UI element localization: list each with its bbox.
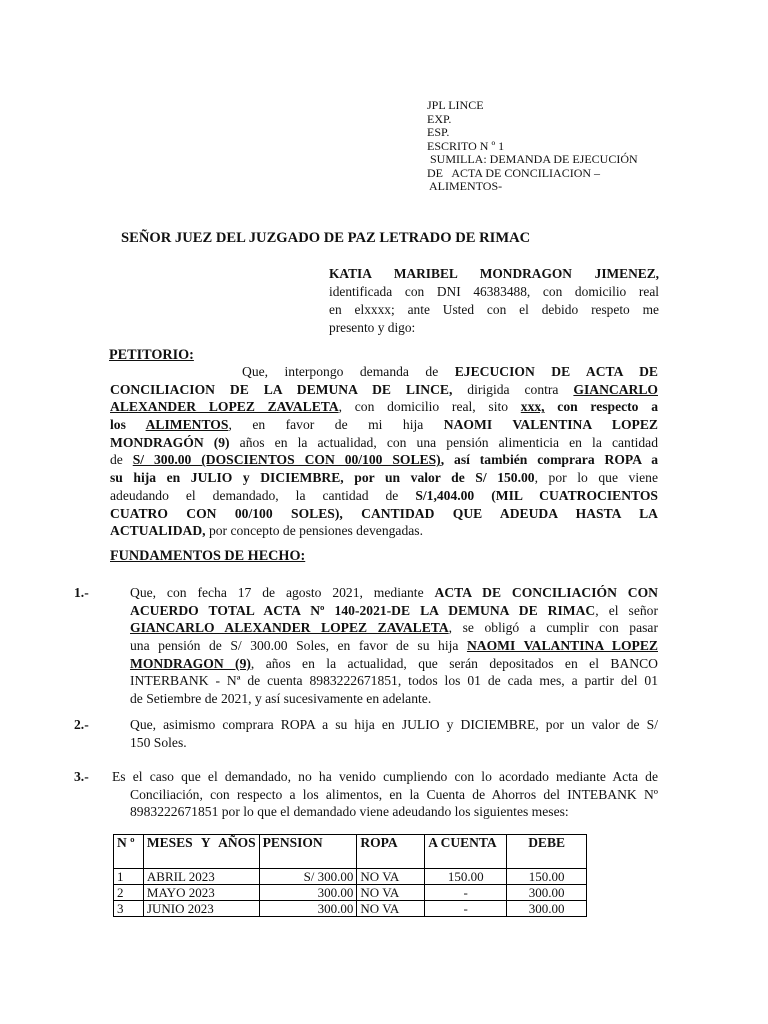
text-line: MONDRAGON (9), años en la actualidad, que serán depositados en el BANCO (130, 655, 658, 671)
exp-line: EXP. (427, 111, 452, 126)
cell-mes: ABRIL 2023 (143, 869, 259, 885)
text-line: 150 Soles. (130, 734, 187, 750)
item-number: 3.- (74, 769, 89, 784)
text-line: adeudando el demandado, la cantidad de S/1,404.00 (MIL CUATROCIENTOS (110, 487, 658, 503)
cell-pension: 300.00 (259, 885, 357, 901)
cell-debe: 300.00 (507, 901, 587, 917)
party-line: identificada con DNI 46383488, con domicilio real (329, 284, 659, 299)
cell-ropa: NO VA (357, 869, 425, 885)
party-name: KATIA MARIBEL MONDRAGON JIMENEZ, (329, 266, 659, 281)
text-line: ACTUALIDAD, por concepto de pensiones devengadas. (110, 523, 423, 539)
text-line: GIANCARLO ALEXANDER LOPEZ ZAVALETA, se obligó a cumplir con pasar (130, 620, 658, 636)
table-row (114, 885, 587, 901)
text-line: de S/ 300.00 (DOSCIENTOS CON 00/100 SOLES), así también comprara ROPA a (110, 452, 658, 468)
text-line: INTERBANK - Nª de cuenta 8983222671851, todos los 01 de cada mes, a partir del 01 (130, 673, 658, 689)
cell-debe: 150.00 (507, 869, 587, 885)
text-line: CUATRO CON 00/100 SOLES), CANTIDAD QUE ADEUDA HASTA LA (110, 505, 658, 521)
fundamento-1 (130, 584, 658, 708)
cell-n: 3 (114, 901, 144, 917)
party-intro (329, 265, 659, 337)
cell-n: 1 (114, 869, 144, 885)
table-row (114, 901, 587, 917)
cell-ropa: NO VA (357, 885, 425, 901)
column-header-pension: PENSION (259, 835, 357, 869)
case-header (427, 99, 638, 194)
text-line: Que, interpongo demanda de EJECUCION DE ACTA DE (242, 364, 658, 379)
cell-cuenta: 150.00 (425, 869, 507, 885)
sumilla-line-3: ALIMENTOS- (429, 179, 503, 193)
cell-pension: S/ 300.00 (259, 869, 357, 885)
column-header-debe: DEBE (507, 835, 587, 869)
text-line: CONCILIACION DE LA DEMUNA DE LINCE, dirigida contra GIANCARLO (110, 381, 658, 397)
column-header-n: N º (114, 835, 144, 869)
fundamento-3 (112, 768, 658, 821)
text-line: de Setiembre de 2021, y así sucesivamente en adelante. (130, 691, 432, 707)
cell-cuenta: - (425, 901, 507, 917)
cell-cuenta: - (425, 885, 507, 901)
item-number: 1.- (74, 585, 89, 600)
text-line: Conciliación, con respecto a los alimentos, en la Cuenta de Ahorros del INTEBANK Nº (130, 786, 658, 802)
cell-mes: MAYO 2023 (143, 885, 259, 901)
table-row (114, 869, 587, 885)
text-line: 8983222671851 por lo que el demandado viene adeudando los siguientes meses: (130, 804, 569, 820)
column-header-ropa: ROPA (357, 835, 425, 869)
cell-mes: JUNIO 2023 (143, 901, 259, 917)
court-line: JPL LINCE (427, 98, 484, 112)
text-line: ACUERDO TOTAL ACTA Nº 140-2021-DE LA DEMUNA DE RIMAC, el señor (130, 602, 658, 618)
text-line: Que, con fecha 17 de agosto 2021, mediante ACTA DE CONCILIACIÓN CON (130, 585, 658, 600)
petitorio-heading: PETITORIO: (109, 347, 194, 363)
text-line: los ALIMENTOS, en favor de mi hija NAOMI VALENTINA LOPEZ (110, 417, 658, 433)
item-number: 2.- (74, 717, 89, 732)
column-header-meses: MESES Y AÑOS (143, 835, 259, 869)
escrito-line: ESCRITO N º 1 (427, 138, 505, 153)
sumilla-line-1: SUMILLA: DEMANDA DE EJECUCIÓN (427, 152, 638, 166)
text-line: ALEXANDER LOPEZ ZAVALETA, con domicilio real, sito xxx, con respecto a (110, 399, 658, 415)
cell-ropa: NO VA (357, 901, 425, 917)
fundamentos-heading: FUNDAMENTOS DE HECHO: (110, 548, 306, 564)
sumilla-line-2: DE ACTA DE CONCILIACION – (427, 165, 601, 180)
addressee-title: SEÑOR JUEZ DEL JUZGADO DE PAZ LETRADO DE RIMAC (121, 230, 531, 246)
column-header-cuenta: A CUENTA (425, 835, 507, 869)
text-line: Es el caso que el demandado, no ha venido cumpliendo con lo acordado mediante Acta de (112, 769, 658, 784)
party-line: en elxxxx; ante Usted con el debido respeto me (329, 302, 659, 317)
table-header-row (114, 835, 587, 869)
cell-n: 2 (114, 885, 144, 901)
text-line: su hija en JULIO y DICIEMBRE, por un valor de S/ 150.00, por lo que viene (110, 470, 658, 486)
text-line: una pensión de S/ 300.00 Soles, en favor de su hija NAOMI VALANTINA LOPEZ (130, 638, 658, 654)
debt-table (113, 834, 587, 917)
fundamento-2 (112, 716, 658, 751)
text-line: MONDRAGÓN (9) años en la actualidad, con una pensión alimenticia en la cantidad (110, 434, 658, 450)
party-line: presento y digo: (329, 320, 416, 335)
esp-line: ESP. (427, 125, 450, 139)
text-line: Que, asimismo comprara ROPA a su hija en JULIO y DICIEMBRE, por un valor de S/ (130, 717, 658, 732)
cell-debe: 300.00 (507, 885, 587, 901)
cell-pension: 300.00 (259, 901, 357, 917)
petitorio-paragraph (110, 363, 658, 540)
